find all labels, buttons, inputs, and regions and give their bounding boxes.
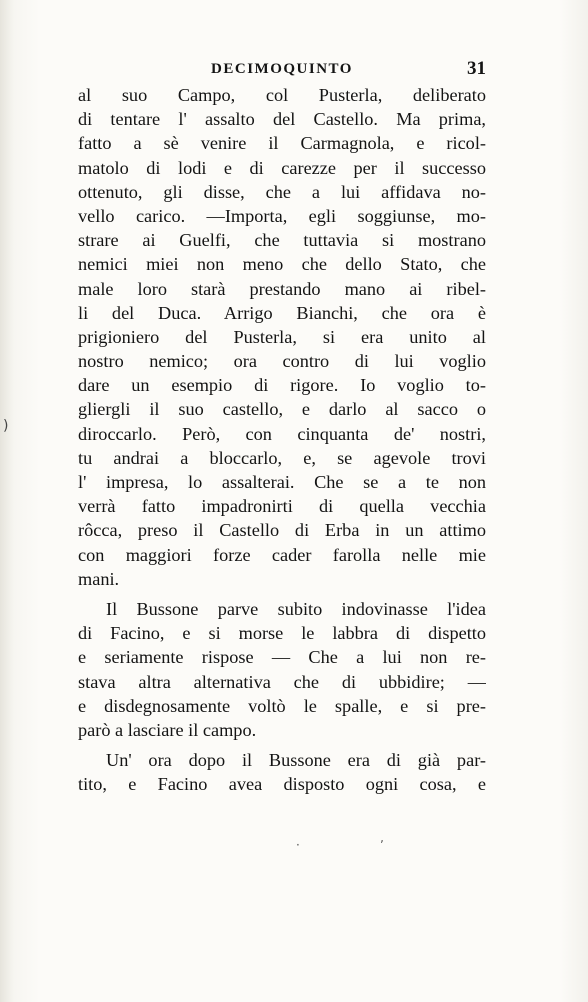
text-line: verrà fatto impadronirti di quella vecchia (78, 496, 486, 517)
body-text (78, 83, 486, 796)
text-line: stava altra alternativa che di ubbidire; — (78, 671, 486, 692)
text-line: fatto a sè venire il Carmagnola, e ricol- (78, 133, 486, 154)
ink-speck: ʼ (380, 838, 384, 852)
text-line: mani. (78, 568, 120, 589)
text-line: tito, e Facino avea disposto ogni cosa, e (78, 774, 486, 795)
text-line: male loro starà prestando mano ai ribel- (78, 278, 486, 299)
text-line: rôcca, preso il Castello di Erba in un attimo (78, 520, 486, 541)
text-line: Un' ora dopo il Bussone era di già par- (106, 750, 486, 771)
text-line: al suo Campo, col Pusterla, deliberato (78, 85, 486, 105)
text-line: dare un esempio di rigore. Io voglio to- (78, 375, 486, 396)
text-line: parò a lasciare il campo. (78, 719, 257, 740)
text-line: strare ai Guelfi, che tuttavia si mostrano (78, 230, 486, 251)
text-line: tu andrai a bloccarlo, e, se agevole trovi (78, 447, 486, 468)
ink-speck: · (296, 838, 300, 852)
paragraph-3 (78, 748, 486, 796)
text-line: nemici miei non meno che dello Stato, che (78, 254, 486, 275)
text-line: diroccarlo. Però, con cinquanta de' nostri, (78, 423, 486, 444)
text-line: di Facino, e si morse le labbra di dispetto (78, 623, 486, 644)
text-line: gliergli il suo castello, e darlo al sacco o (78, 399, 486, 420)
text-line: l' impresa, lo assalterai. Che se a te non (78, 472, 486, 492)
text-line: con maggiori forze cader farolla nelle mie (78, 544, 486, 565)
text-line: vello carico. —Importa, egli soggiunse, mo- (78, 205, 486, 226)
text-line: ottenuto, gli disse, che a lui affidava no- (78, 181, 486, 202)
running-head (78, 58, 486, 84)
paragraph-2 (78, 597, 486, 742)
text-line: di tentare l' assalto del Castello. Ma prima, (78, 109, 486, 130)
text-line: Il Bussone parve subito indovinasse l'idea (106, 598, 486, 619)
text-line: matolo di lodi e di carezze per il successo (78, 157, 486, 178)
text-line: li del Duca. Arrigo Bianchi, che ora è (78, 302, 486, 323)
page-number: 31 (467, 58, 486, 79)
text-line: e seriamente rispose — Che a lui non re- (78, 647, 486, 668)
text-line: prigioniero del Pusterla, si era unito al (78, 326, 486, 347)
margin-mark: ) (3, 418, 9, 434)
text-line: nostro nemico; ora contro di lui voglio (78, 351, 486, 372)
paragraph-1 (78, 83, 486, 591)
text-line: e disdegnosamente voltò le spalle, e si pre- (78, 695, 486, 716)
chapter-heading: DECIMOQUINTO (211, 61, 353, 77)
